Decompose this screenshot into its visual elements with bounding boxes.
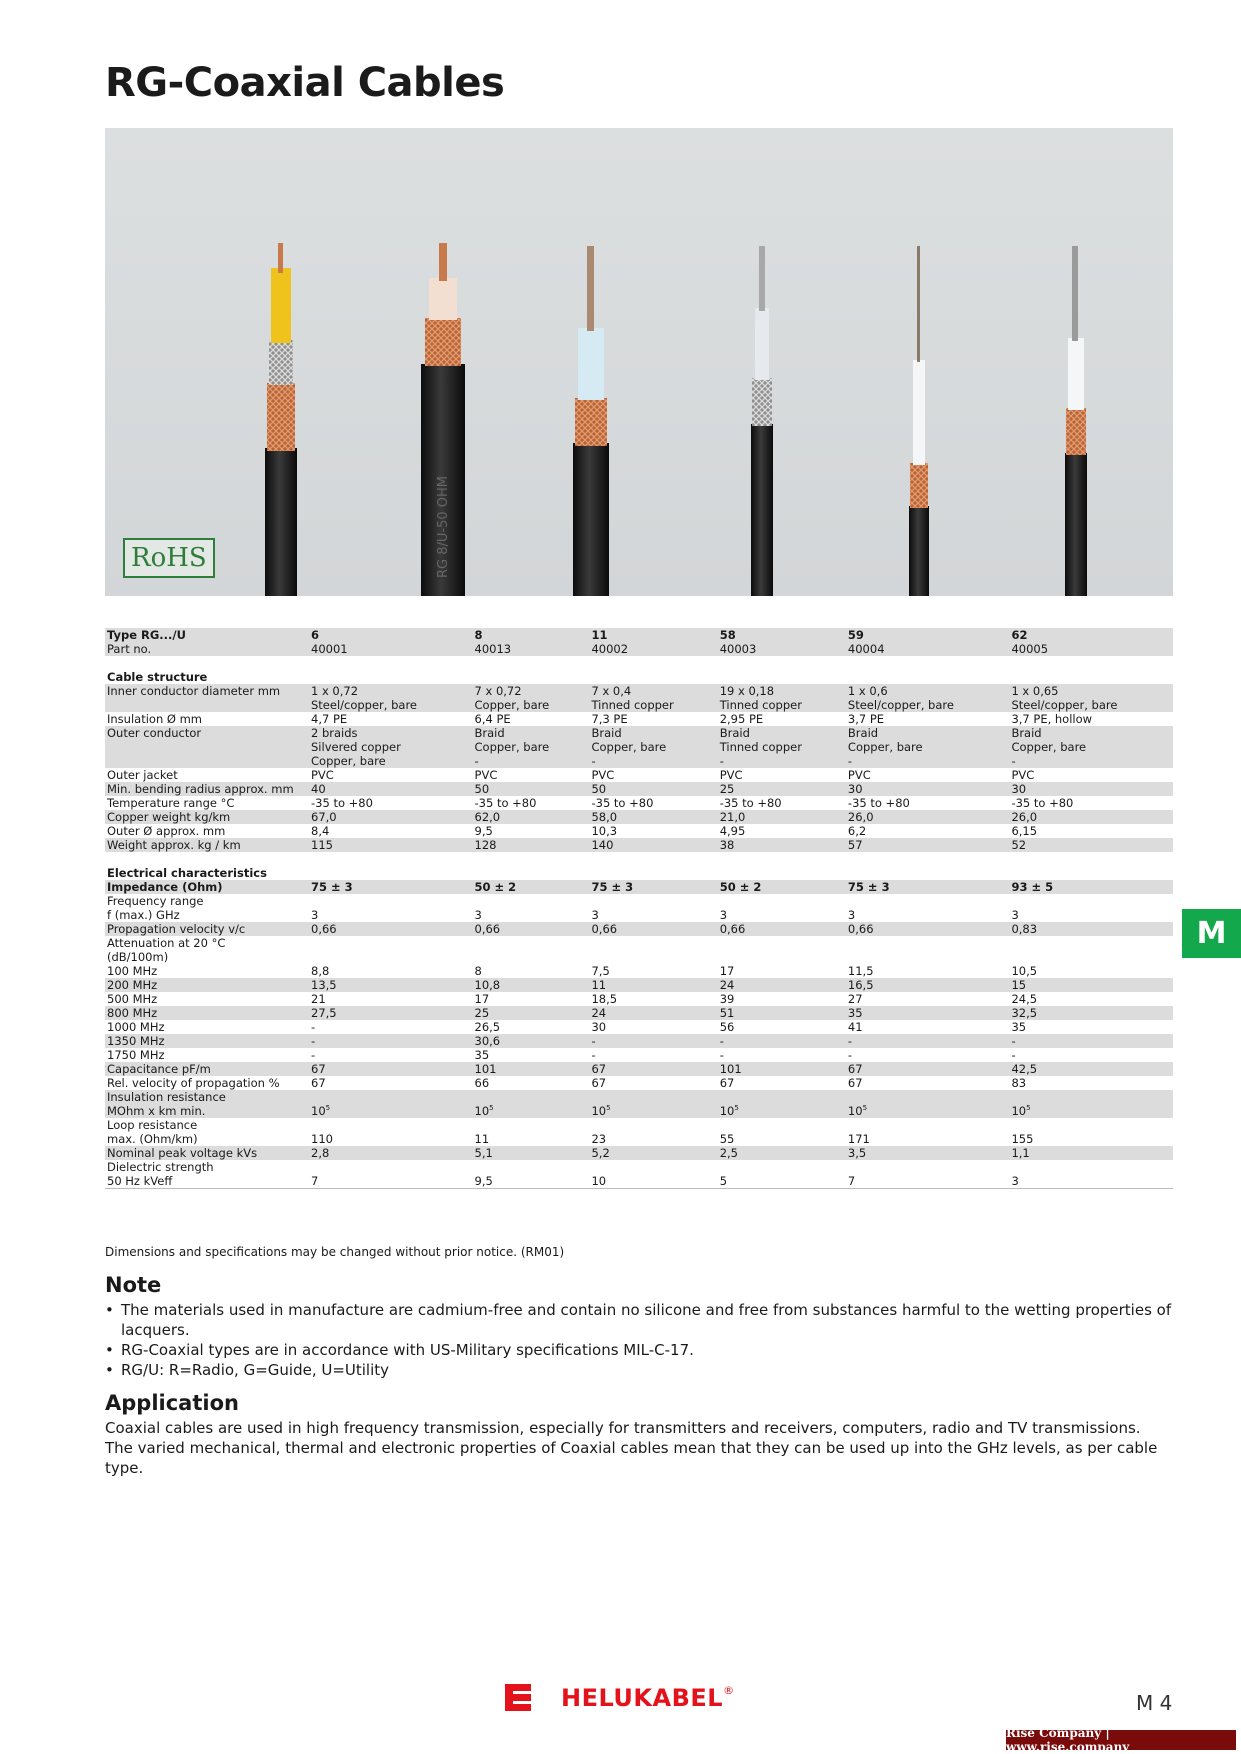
table-row-atten-100: 100 MHz 8,8 8 7,5 17 11,5 10,5 — [105, 964, 1173, 978]
notes-list — [105, 1300, 1175, 1380]
table-row-atten-1350: 1350 MHz - 30,6 - - - - — [105, 1034, 1173, 1048]
table-row-attenuation-header: Attenuation at 20 °C (dB/100m) — [105, 936, 1173, 964]
table-row-atten-800: 800 MHz 27,5 25 24 51 35 32,5 — [105, 1006, 1173, 1020]
spec-table — [105, 628, 1173, 1189]
table-row-peak-voltage: Nominal peak voltage kVs 2,8 5,1 5,2 2,5 3,5 1,1 — [105, 1146, 1173, 1160]
section-cable-structure: Cable structure — [105, 656, 1173, 684]
list-item: • The materials used in manufacture are cadmium-free and contain no silicone and free from substances harmful to the wetting properties of lacquers. — [105, 1300, 1175, 1340]
table-row-bending-radius: Min. bending radius approx. mm 40 50 50 25 30 30 — [105, 782, 1173, 796]
table-row-outer-jacket: Outer jacket PVC PVC PVC PVC PVC PVC — [105, 768, 1173, 782]
application-heading: Application — [105, 1391, 239, 1415]
table-row-insulation-resistance: Insulation resistance MOhm x km min. $10^5$ $10^5$ $10^5$ $10^5$ $10^5$ $10^5$ — [105, 1090, 1173, 1118]
cables-illustration — [105, 128, 1173, 596]
table-row-outer-diameter: Outer Ø approx. mm 8,4 9,5 10,3 4,95 6,2 6,15 — [105, 824, 1173, 838]
table-row-capacitance: Capacitance pF/m 67 101 67 101 67 42,5 — [105, 1062, 1173, 1076]
registered-mark: ® — [723, 1684, 735, 1697]
table-row-frequency: Frequency range f (max.) GHz 3 3 3 3 3 3 — [105, 894, 1173, 922]
helukabel-logo — [505, 1684, 734, 1712]
table-row-loop-resistance: Loop resistance max. (Ohm/km) 110 11 23 55 171 155 — [105, 1118, 1173, 1146]
table-row-atten-200: 200 MHz 13,5 10,8 11 24 16,5 15 — [105, 978, 1173, 992]
table-row-partno: Part no. 40001 40013 40002 40003 40004 40005 — [105, 642, 1173, 656]
application-text: Coaxial cables are used in high frequency transmission, especially for transmitters and receivers, computers, radio and TV transmissions. The varied mechanical, thermal and electronic properties of Coaxial cables mean that they can be used up into the GHz levels, as per cable type. — [105, 1419, 1158, 1477]
logo-mark-icon — [505, 1684, 531, 1712]
page-number: M 4 — [1136, 1691, 1173, 1715]
cable-rg6 — [265, 243, 297, 596]
cable-rg62 — [1065, 246, 1087, 596]
table-row-temperature: Temperature range °C -35 to +80 -35 to +80 -35 to +80 -35 to +80 -35 to +80 -35 to +80 — [105, 796, 1173, 810]
footnote: Dimensions and specifications may be changed without prior notice. (RM01) — [105, 1245, 565, 1259]
cable-print: RG 8/U-50 OHM — [436, 476, 451, 578]
brand-name: HELUKABEL — [561, 1684, 724, 1712]
section-tab: M — [1182, 909, 1241, 958]
table-row-impedance: Impedance (Ohm) 75 ± 3 50 ± 2 75 ± 3 50 ± 2 75 ± 3 93 ± 5 — [105, 880, 1173, 894]
table-row-dielectric-strength: Dielectric strength 50 Hz kVeff 7 9,5 10 5 7 3 — [105, 1160, 1173, 1189]
table-row-atten-500: 500 MHz 21 17 18,5 39 27 24,5 — [105, 992, 1173, 1006]
table-row-copper-weight: Copper weight kg/km 67,0 62,0 58,0 21,0 26,0 26,0 — [105, 810, 1173, 824]
table-row-insulation: Insulation Ø mm 4,7 PE 6,4 PE 7,3 PE 2,95 PE 3,7 PE 3,7 PE, hollow — [105, 712, 1173, 726]
list-item: • RG/U: R=Radio, G=Guide, U=Utility — [105, 1360, 1175, 1380]
cable-rg8 — [421, 243, 465, 596]
table-row-propagation-velocity: Propagation velocity v/c 0,66 0,66 0,66 0,66 0,66 0,83 — [105, 922, 1173, 936]
cable-rg11 — [573, 246, 609, 596]
watermark-banner — [1006, 1726, 1236, 1754]
table-row-weight: Weight approx. kg / km 115 128 140 38 57 52 — [105, 838, 1173, 852]
watermark-text: Rise Company | www.rise.company — [1006, 1726, 1130, 1754]
cable-rg58 — [751, 246, 773, 596]
list-item: • RG-Coaxial types are in accordance with US-Military specifications MIL-C-17. — [105, 1340, 1175, 1360]
table-row-outer-conductor: Outer conductor 2 braids Silvered copper Copper, bare Braid Copper, bare - Braid Copper, bare - Braid Tinned copper - Braid Copper, bare - Braid Copper, bare - — [105, 726, 1173, 768]
table-row-type: Type RG.../U 6 8 11 58 59 62 — [105, 628, 1173, 642]
page-title: RG-Coaxial Cables — [105, 60, 505, 106]
cable-photo — [105, 128, 1173, 596]
table-row-rel-velocity: Rel. velocity of propagation % 67 66 67 67 67 83 — [105, 1076, 1173, 1090]
table-row-atten-1750: 1750 MHz - 35 - - - - — [105, 1048, 1173, 1062]
cable-rg59 — [909, 246, 929, 596]
table-row-inner-conductor: Inner conductor diameter mm 1 x 0,72 Steel/copper, bare 7 x 0,72 Copper, bare 7 x 0,4 Tinned copper 19 x 0,18 Tinned copper 1 x 0,6 Steel/copper, bare 1 x 0,65 Steel/copper, bare — [105, 684, 1173, 712]
section-electrical: Electrical characteristics — [105, 852, 1173, 880]
rohs-badge: RoHS — [123, 538, 215, 578]
note-heading: Note — [105, 1273, 162, 1297]
table-row-atten-1000: 1000 MHz - 26,5 30 56 41 35 — [105, 1020, 1173, 1034]
